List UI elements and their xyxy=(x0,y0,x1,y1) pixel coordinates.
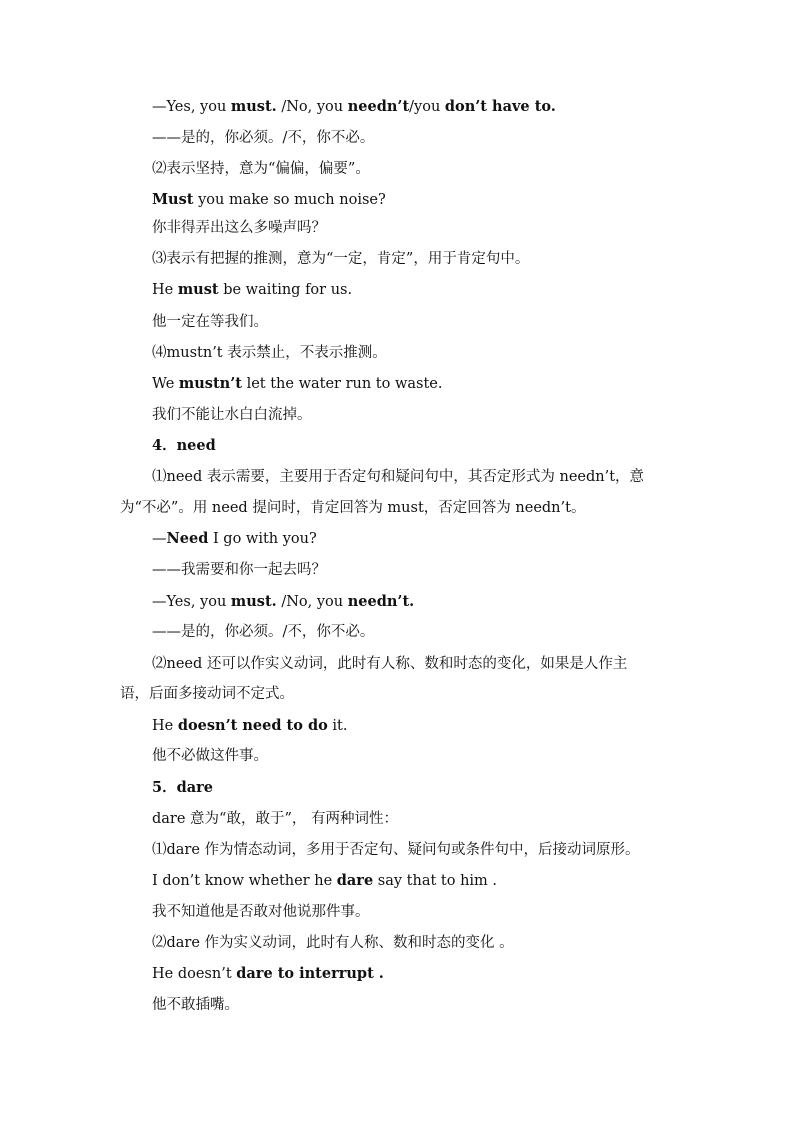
section-heading-dare: 5．dare xyxy=(152,779,213,796)
rule-line-continued: 语，后面多接动词不定式。 xyxy=(120,686,294,702)
translation-line: 他一定在等我们。 xyxy=(152,314,268,330)
rule-line: ⑴dare 作为情态动词，多用于否定句、疑问句或条件句中，后接动词原形。 xyxy=(152,842,640,858)
example-sentence: I don’t know whether he dare say that to him . xyxy=(152,872,498,889)
translation-line: 我们不能让水白白流掉。 xyxy=(152,407,312,423)
translation-line: ——是的，你必须。/不，你不必。 xyxy=(152,130,375,146)
rule-line: ⑵表示坚持，意为“偏偏，偏要”。 xyxy=(152,161,370,177)
translation-line: ——是的，你必须。/不，你不必。 xyxy=(152,624,375,640)
rule-line: ⑵dare 作为实义动词，此时有人称、数和时态的变化 。 xyxy=(152,935,514,951)
rule-line: ⑵need 还可以作实义动词，此时有人称、数和时态的变化，如果是人作主 xyxy=(152,656,628,672)
translation-line: 他不必做这件事。 xyxy=(152,748,268,764)
rule-line: ⑷mustn’t 表示禁止，不表示推测。 xyxy=(152,345,387,361)
example-question: —Need I go with you? xyxy=(152,530,317,547)
example-must-answer: —Yes, you must. /No, you needn’t/you don’t have to. xyxy=(152,98,556,115)
translation-line: 你非得弄出这么多噪声吗？ xyxy=(152,220,326,236)
rule-line-continued: 为“不必”。用 need 提问时，肯定回答为 must，否定回答为 needn’t。 xyxy=(120,500,586,516)
rule-line: dare 意为“敢，敢于”， 有两种词性： xyxy=(152,811,398,827)
translation-line: ——我需要和你一起去吗？ xyxy=(152,562,326,578)
translation-line: 我不知道他是否敢对他说那件事。 xyxy=(152,904,370,920)
example-sentence: He doesn’t need to do it. xyxy=(152,717,348,734)
example-sentence: He must be waiting for us. xyxy=(152,281,353,298)
example-answer: —Yes, you must. /No, you needn’t. xyxy=(152,593,415,610)
rule-line: ⑴need 表示需要，主要用于否定句和疑问句中，其否定形式为 needn’t，意 xyxy=(152,469,645,485)
example-sentence: He doesn’t dare to interrupt . xyxy=(152,965,384,982)
example-sentence: Must you make so much noise? xyxy=(152,191,386,208)
rule-line: ⑶表示有把握的推测，意为“一定，肯定”，用于肯定句中。 xyxy=(152,251,530,267)
example-sentence: We mustn’t let the water run to waste. xyxy=(152,375,443,392)
translation-line: 他不敢插嘴。 xyxy=(152,997,239,1013)
section-heading-need: 4．need xyxy=(152,437,216,454)
